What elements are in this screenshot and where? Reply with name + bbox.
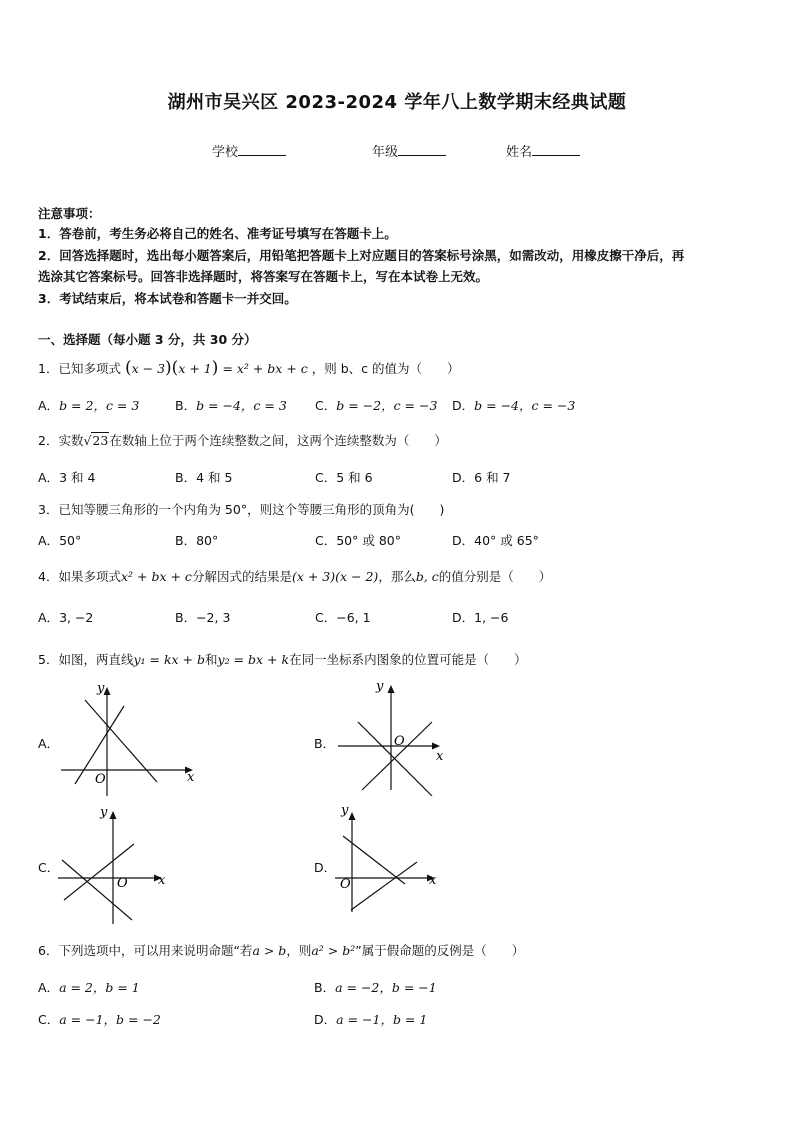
q1-factor-1: x − 3 (131, 361, 166, 376)
notice-item: 3．考试结束后，将本试卷和答题卡一并交回。 (38, 291, 297, 306)
notice-heading: 注意事项： (38, 206, 101, 221)
q3-option-b[interactable]: B．80° (175, 533, 219, 548)
section-heading: 一、选择题（每小题 3 分，共 30 分） (38, 332, 257, 347)
q2-option-a[interactable]: A．3 和 4 (38, 470, 96, 485)
question-3: 3．已知等腰三角形的一个内角为 50°，则这个等腰三角形的顶角为( ) (38, 502, 445, 517)
school-label: 学校 (212, 145, 239, 160)
y-axis-label: y (341, 803, 349, 818)
q3-option-c[interactable]: C．50° 或 80° (315, 533, 401, 548)
x-axis-label: x (187, 770, 195, 785)
origin-label: O (95, 772, 106, 787)
y-axis-label: y (97, 681, 105, 696)
question-4: 4．如果多项式x² + bx + c分解因式的结果是(x + 3)(x − 2)，那么b, c的值分别是（ ） (38, 569, 552, 584)
page-title: 湖州市吴兴区 2023-2024 学年八上数学期末经典试题 (167, 92, 627, 113)
x-axis-label: x (436, 749, 444, 764)
q3-option-a[interactable]: A．50° (38, 533, 82, 548)
notice-item: 2．回答选择题时，选出每小题答案后，用铅笔把答题卡上对应题目的答案标号涂黑，如需改动，用橡皮擦干净后，再 (38, 248, 685, 263)
q5-graph-a[interactable] (55, 678, 200, 796)
question-1: 1．已知多项式 (x − 3)(x + 1) = x² + bx + c ，则 b、c 的值为（ ） (38, 358, 460, 378)
q1-option-b[interactable]: B．b = −4，c = 3 (175, 398, 287, 413)
school-field[interactable] (212, 141, 286, 160)
q2-option-b[interactable]: B．4 和 5 (175, 470, 233, 485)
q1-option-d[interactable]: D．b = −4，c = −3 (452, 398, 576, 413)
q1-number: 1．已知多项式 (38, 361, 121, 376)
q5-option-d-label[interactable]: D． (314, 860, 337, 875)
y-axis-label: y (376, 679, 384, 694)
notice-item: 1．答卷前，考生务必将自己的姓名、准考证号填写在答题卡上。 (38, 226, 397, 241)
q1-option-a[interactable]: A．b = 2，c = 3 (38, 398, 140, 413)
question-5: 5．如图，两直线y₁ = kx + b和y₂ = bx + k在同一坐标系内图象的位置可能是（ ） (38, 652, 527, 667)
x-axis-label: x (158, 873, 166, 888)
q1-tail: ，则 b、c 的值为（ ） (311, 361, 460, 376)
q4-option-b[interactable]: B．−2, 3 (175, 610, 231, 625)
grade-field[interactable] (372, 141, 446, 160)
q5-graph-b[interactable] (330, 674, 450, 796)
name-blank[interactable] (532, 143, 580, 156)
q6-option-d[interactable]: D．a = −1，b = 1 (314, 1012, 428, 1027)
name-label: 姓名 (506, 145, 533, 160)
school-blank[interactable] (238, 143, 286, 156)
q1-factor-2: x + 1 (178, 361, 212, 376)
grade-label: 年级 (372, 145, 399, 160)
q5-option-c-label[interactable]: C． (38, 860, 60, 875)
q5-option-b-label[interactable]: B． (314, 736, 336, 751)
q2-radicand: 23 (92, 433, 109, 448)
q2-option-d[interactable]: D．6 和 7 (452, 470, 511, 485)
q5-option-a-label[interactable]: A． (38, 736, 60, 751)
q6-option-b[interactable]: B．a = −2，b = −1 (314, 980, 437, 995)
q4-option-d[interactable]: D．1, −6 (452, 610, 509, 625)
origin-label: O (394, 734, 405, 749)
q3-option-d[interactable]: D．40° 或 65° (452, 533, 539, 548)
x-axis-label: x (429, 873, 437, 888)
name-field[interactable] (506, 141, 580, 160)
q6-option-a[interactable]: A．a = 2，b = 1 (38, 980, 140, 995)
question-6: 6．下列选项中，可以用来说明命题“若a > b，则a² > b²”属于假命题的反例是（ ） (38, 943, 525, 958)
grade-blank[interactable] (398, 143, 446, 156)
q5-graph-c[interactable] (56, 800, 174, 924)
q1-rhs: = x² + bx + c (222, 361, 308, 376)
question-2: 2．实数√23在数轴上位于两个连续整数之间，这两个连续整数为（ ） (38, 433, 447, 448)
q6-option-c[interactable]: C．a = −1，b = −2 (38, 1012, 161, 1027)
q4-option-c[interactable]: C．−6, 1 (315, 610, 371, 625)
q1-option-c[interactable]: C．b = −2，c = −3 (315, 398, 438, 413)
origin-label: O (340, 877, 351, 892)
q2-option-c[interactable]: C．5 和 6 (315, 470, 373, 485)
origin-label: O (117, 876, 128, 891)
notice-item: 选涂其它答案标号。回答非选择题时，将答案写在答题卡上，写在本试卷上无效。 (38, 269, 489, 284)
y-axis-label: y (100, 805, 108, 820)
q4-option-a[interactable]: A．3, −2 (38, 610, 94, 625)
q5-graph-d[interactable] (333, 800, 451, 918)
